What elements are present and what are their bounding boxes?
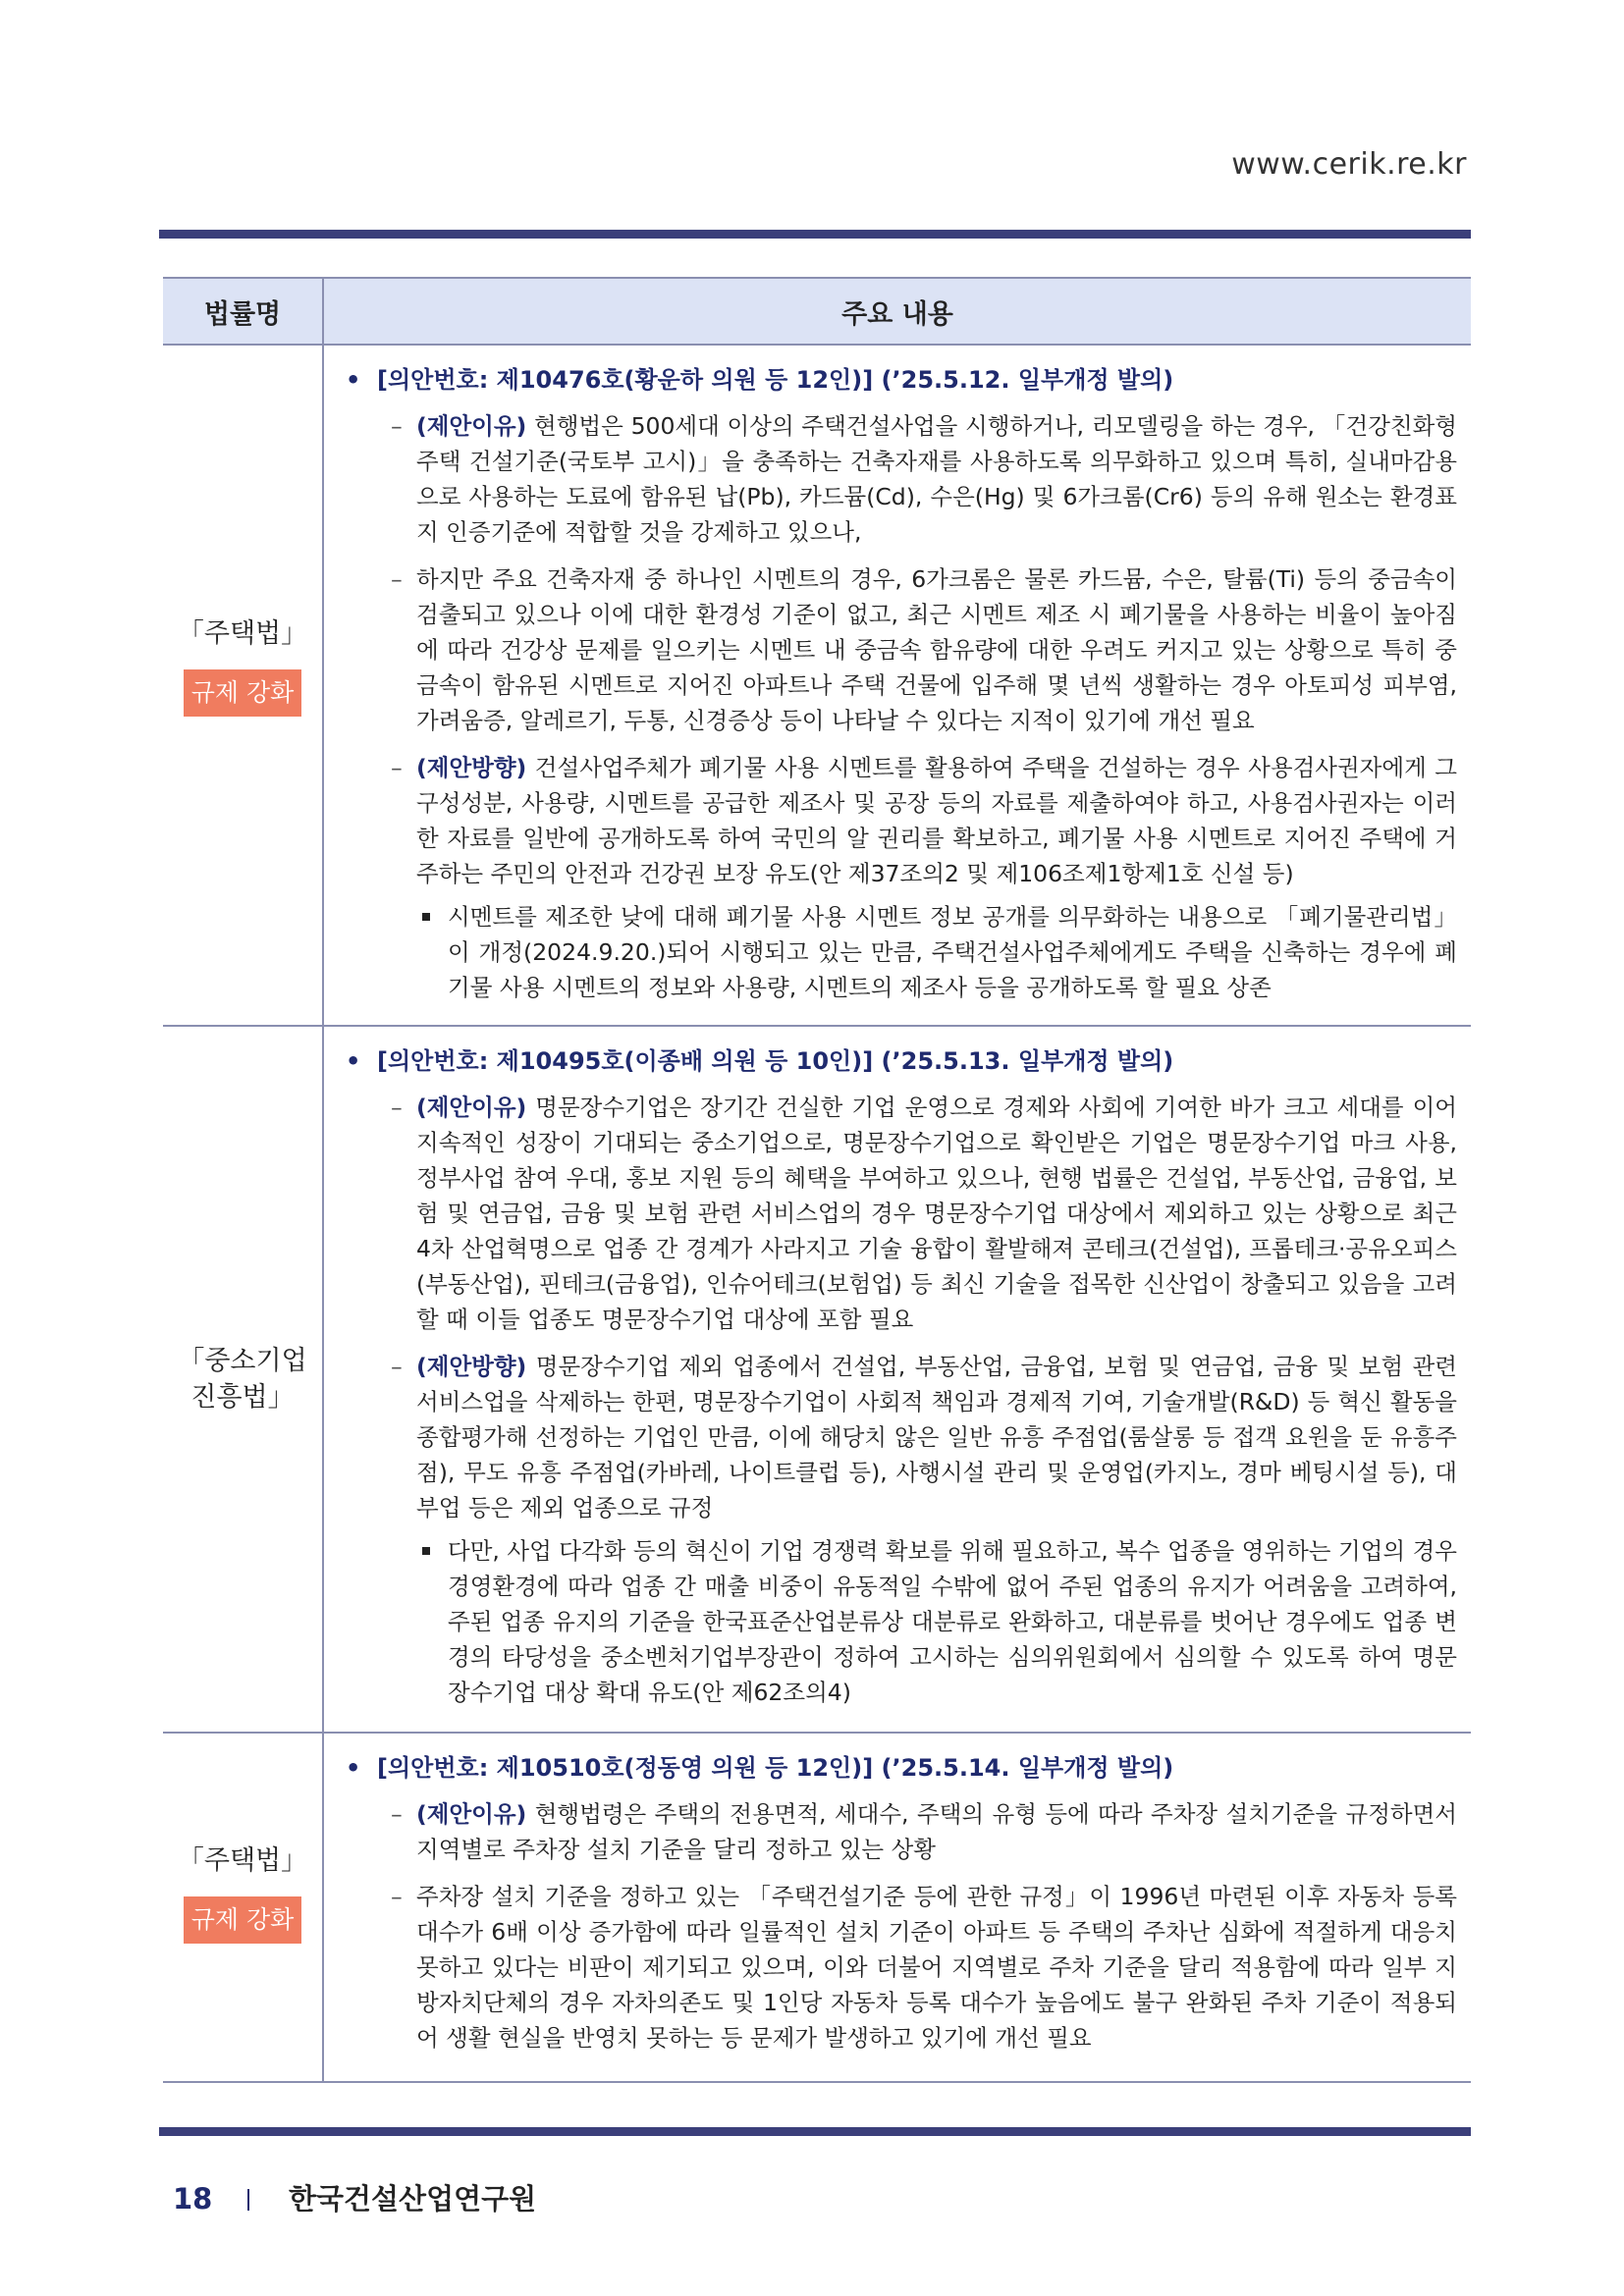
dash-icon: – (391, 1353, 403, 1380)
regulation-badge: 규제 강화 (184, 669, 301, 717)
content-cell (323, 1733, 1471, 2082)
list-item (338, 750, 1457, 891)
bullet-icon: • (346, 1047, 361, 1075)
law-name: 「주택법」 (177, 1844, 308, 1876)
item-text: 현행법령은 주택의 전용면적, 세대수, 주택의 유형 등에 따라 주차장 설치기준을 규정하면서 지역별로 주차장 설치 기준을 달리 정하고 있는 상황 (416, 1800, 1457, 1863)
item-text: 명문장수기업은 장기간 건실한 기업 운영으로 경제와 사회에 기여한 바가 크고 세대를 이어 지속적인 성장이 기대되는 중소기업으로, 명문장수기업으로 확인받은 기업은 명문장수기업 마크 사용, 정부사업 참여 우대, 홍보 지원 등의 혜택을 부여하고 있으나, 현행 법률은 건설업, 부동산업, 금융업, 보험 및 연금업, 금융 및 보험 관련 서비스업의 경우 명문장수기업 대상에서 제외하고 있는 상황으로 최근 4차 산업혁명으로 업종 간 경계가 사라지고 기술 융합이 활발해져 콘테크(건설업), 프롭테크·공유오피스(부동산업), 핀테크(금융업), 인슈어테크(보험업) 등 최신 기술을 접목한 신산업이 창출되고 있음을 고려할 때 이들 업종도 명문장수기업 대상에 포함 필요 (416, 1094, 1457, 1333)
dash-icon: – (391, 412, 403, 440)
item-text: 명문장수기업 제외 업종에서 건설업, 부동산업, 금융업, 보험 및 연금업, 금융 및 보험 관련 서비스업을 삭제하는 한편, 명문장수기업이 사회적 책임과 경제적 기여, 기술개발(R&D) 등 혁신 활동을 종합평가해 선정하는 기업인 만큼, 이에 해당치 않은 일반 유흥 주점업(룸살롱 등 접객 요원을 둔 유흥주점), 무도 유흥 주점업(카바레, 나이트클럽 등), 사행시설 관리 및 운영업(카지노, 경마 베팅시설 등), 대부업 등은 제외 업종으로 규정 (416, 1353, 1457, 1522)
table-row (163, 345, 1471, 1026)
dash-icon: – (391, 1883, 403, 1910)
list-item (338, 1879, 1457, 2056)
list-item (338, 561, 1457, 738)
item-tag: (제안이유) (416, 1800, 527, 1828)
col-header-law: 법률명 (163, 278, 323, 345)
list-item (338, 1796, 1457, 1867)
page-footer (173, 2177, 536, 2217)
item-text: 현행법은 500세대 이상의 주택건설사업을 시행하거나, 리모델링을 하는 경우, 「건강친화형 주택 건설기준(국토부 고시)」을 충족하는 건축자재를 사용하도록 의무화하고 있으며 특히, 실내마감용으로 사용하는 도료에 함유된 납(Pb), 카드뮴(Cd), 수은(Hg) 및 6가크롬(Cr6) 등의 유해 원소는 환경표지 인증기준에 적합할 것을 강제하고 있으나, (416, 412, 1457, 546)
table-row (163, 1733, 1471, 2082)
organization-name: 한국건설산업연구원 (289, 2182, 537, 2216)
law-table (163, 277, 1471, 2083)
content-cell (323, 345, 1471, 1026)
bill-heading: • [의안번호: 제10510호(정동영 의원 등 12인)] (’25.5.14. 일부개정 발의) (338, 1751, 1457, 1785)
table-header-row (163, 278, 1471, 345)
dash-icon: – (391, 565, 403, 593)
table-row (163, 1026, 1471, 1733)
bottom-divider (159, 2127, 1471, 2136)
sub-item-text: 시멘트를 제조한 낮에 대해 폐기물 사용 시멘트 정보 공개를 의무화하는 내용으로 「폐기물관리법」이 개정(2024.9.20.)되어 시행되고 있는 만큼, 주택건설사업주체에게도 주택을 신축하는 경우에 폐기물 사용 시멘트의 정보와 사용량, 시멘트의 제조사 등을 공개하도록 할 필요 상존 (448, 903, 1457, 1001)
page-number: 18 (173, 2182, 213, 2216)
top-divider (159, 230, 1471, 239)
bill-heading: • [의안번호: 제10476호(황운하 의원 등 12인)] (’25.5.12. 일부개정 발의) (338, 363, 1457, 397)
item-tag: (제안방향) (416, 1353, 527, 1380)
footer-separator (247, 2189, 249, 2211)
site-url: www.cerik.re.kr (1231, 147, 1467, 182)
law-name-cell (163, 345, 323, 1026)
sub-item (338, 1533, 1457, 1710)
item-text: 주차장 설치 기준을 정하고 있는 「주택건설기준 등에 관한 규정」이 1996년 마련된 이후 자동차 등록 대수가 6배 이상 증가함에 따라 일률적인 설치 기준이 아파트 등 주택의 주차난 심화에 적절하게 대응치 못하고 있다는 비판이 제기되고 있으며, 이와 더불어 지역별로 주차 기준을 달리 적용함에 따라 일부 지방자치단체의 경우 자차의존도 및 1인당 자동차 등록 대수가 높음에도 불구 완화된 주차 기준이 적용되어 생활 현실을 반영치 못하는 등 문제가 발생하고 있기에 개선 필요 (416, 1883, 1457, 2052)
dash-icon: – (391, 1800, 403, 1828)
dash-icon: – (391, 754, 403, 781)
item-tag: (제안이유) (416, 412, 527, 440)
item-text: 건설사업주체가 폐기물 사용 시멘트를 활용하여 주택을 건설하는 경우 사용검사권자에게 그 구성성분, 사용량, 시멘트를 공급한 제조사 및 공장 등의 자료를 제출하여야 하고, 사용검사권자는 이러한 자료를 일반에 공개하도록 하여 국민의 알 권리를 확보하고, 폐기물 사용 시멘트로 지어진 주택에 거주하는 주민의 안전과 건강권 보장 유도(안 제37조의2 및 제106조제1항제1호 신설 등) (416, 754, 1457, 887)
col-header-content: 주요 내용 (323, 278, 1471, 345)
law-name-cell (163, 1733, 323, 2082)
dash-icon: – (391, 1094, 403, 1121)
list-item (338, 408, 1457, 550)
sub-item (338, 899, 1457, 1005)
bullet-icon: • (346, 1754, 361, 1782)
square-bullet-icon (422, 1547, 430, 1555)
law-name: 「중소기업 진흥법」 (178, 1346, 307, 1413)
item-tag: (제안방향) (416, 754, 527, 781)
list-item (338, 1090, 1457, 1337)
bill-heading: • [의안번호: 제10495호(이종배 의원 등 10인)] (’25.5.13. 일부개정 발의) (338, 1044, 1457, 1078)
sub-item-text: 다만, 사업 다각화 등의 혁신이 기업 경쟁력 확보를 위해 필요하고, 복수 업종을 영위하는 기업의 경우 경영환경에 따라 업종 간 매출 비중이 유동적일 수밖에 없어 주된 업종의 유지가 어려움을 고려하여, 주된 업종 유지의 기준을 한국표준산업분류상 대분류로 완화하고, 대분류를 벗어난 경우에도 업종 변경의 타당성을 중소벤처기업부장관이 정하여 고시하는 심의위원회에서 심의할 수 있도록 하여 명문장수기업 대상 확대 유도(안 제62조의4) (448, 1537, 1457, 1706)
item-text: 하지만 주요 건축자재 중 하나인 시멘트의 경우, 6가크롬은 물론 카드뮴, 수은, 탈륨(Ti) 등의 중금속이 검출되고 있으나 이에 대한 환경성 기준이 없고, 최근 시멘트 제조 시 폐기물을 사용하는 비율이 높아짐에 따라 건강상 문제를 일으키는 시멘트 내 중금속 함유량에 대한 우려도 커지고 있는 상황으로 특히 중금속이 함유된 시멘트로 지어진 아파트나 주택 건물에 입주해 몇 년씩 생활하는 경우 아토피성 피부염, 가려움증, 알레르기, 두통, 신경증상 등이 나타날 수 있다는 지적이 있기에 개선 필요 (416, 565, 1457, 734)
square-bullet-icon (422, 913, 430, 921)
item-tag: (제안이유) (416, 1094, 527, 1121)
content-cell (323, 1026, 1471, 1733)
regulation-badge: 규제 강화 (184, 1896, 301, 1944)
law-name: 「주택법」 (177, 617, 308, 649)
law-name-cell (163, 1026, 323, 1733)
bullet-icon: • (346, 366, 361, 394)
list-item (338, 1349, 1457, 1525)
